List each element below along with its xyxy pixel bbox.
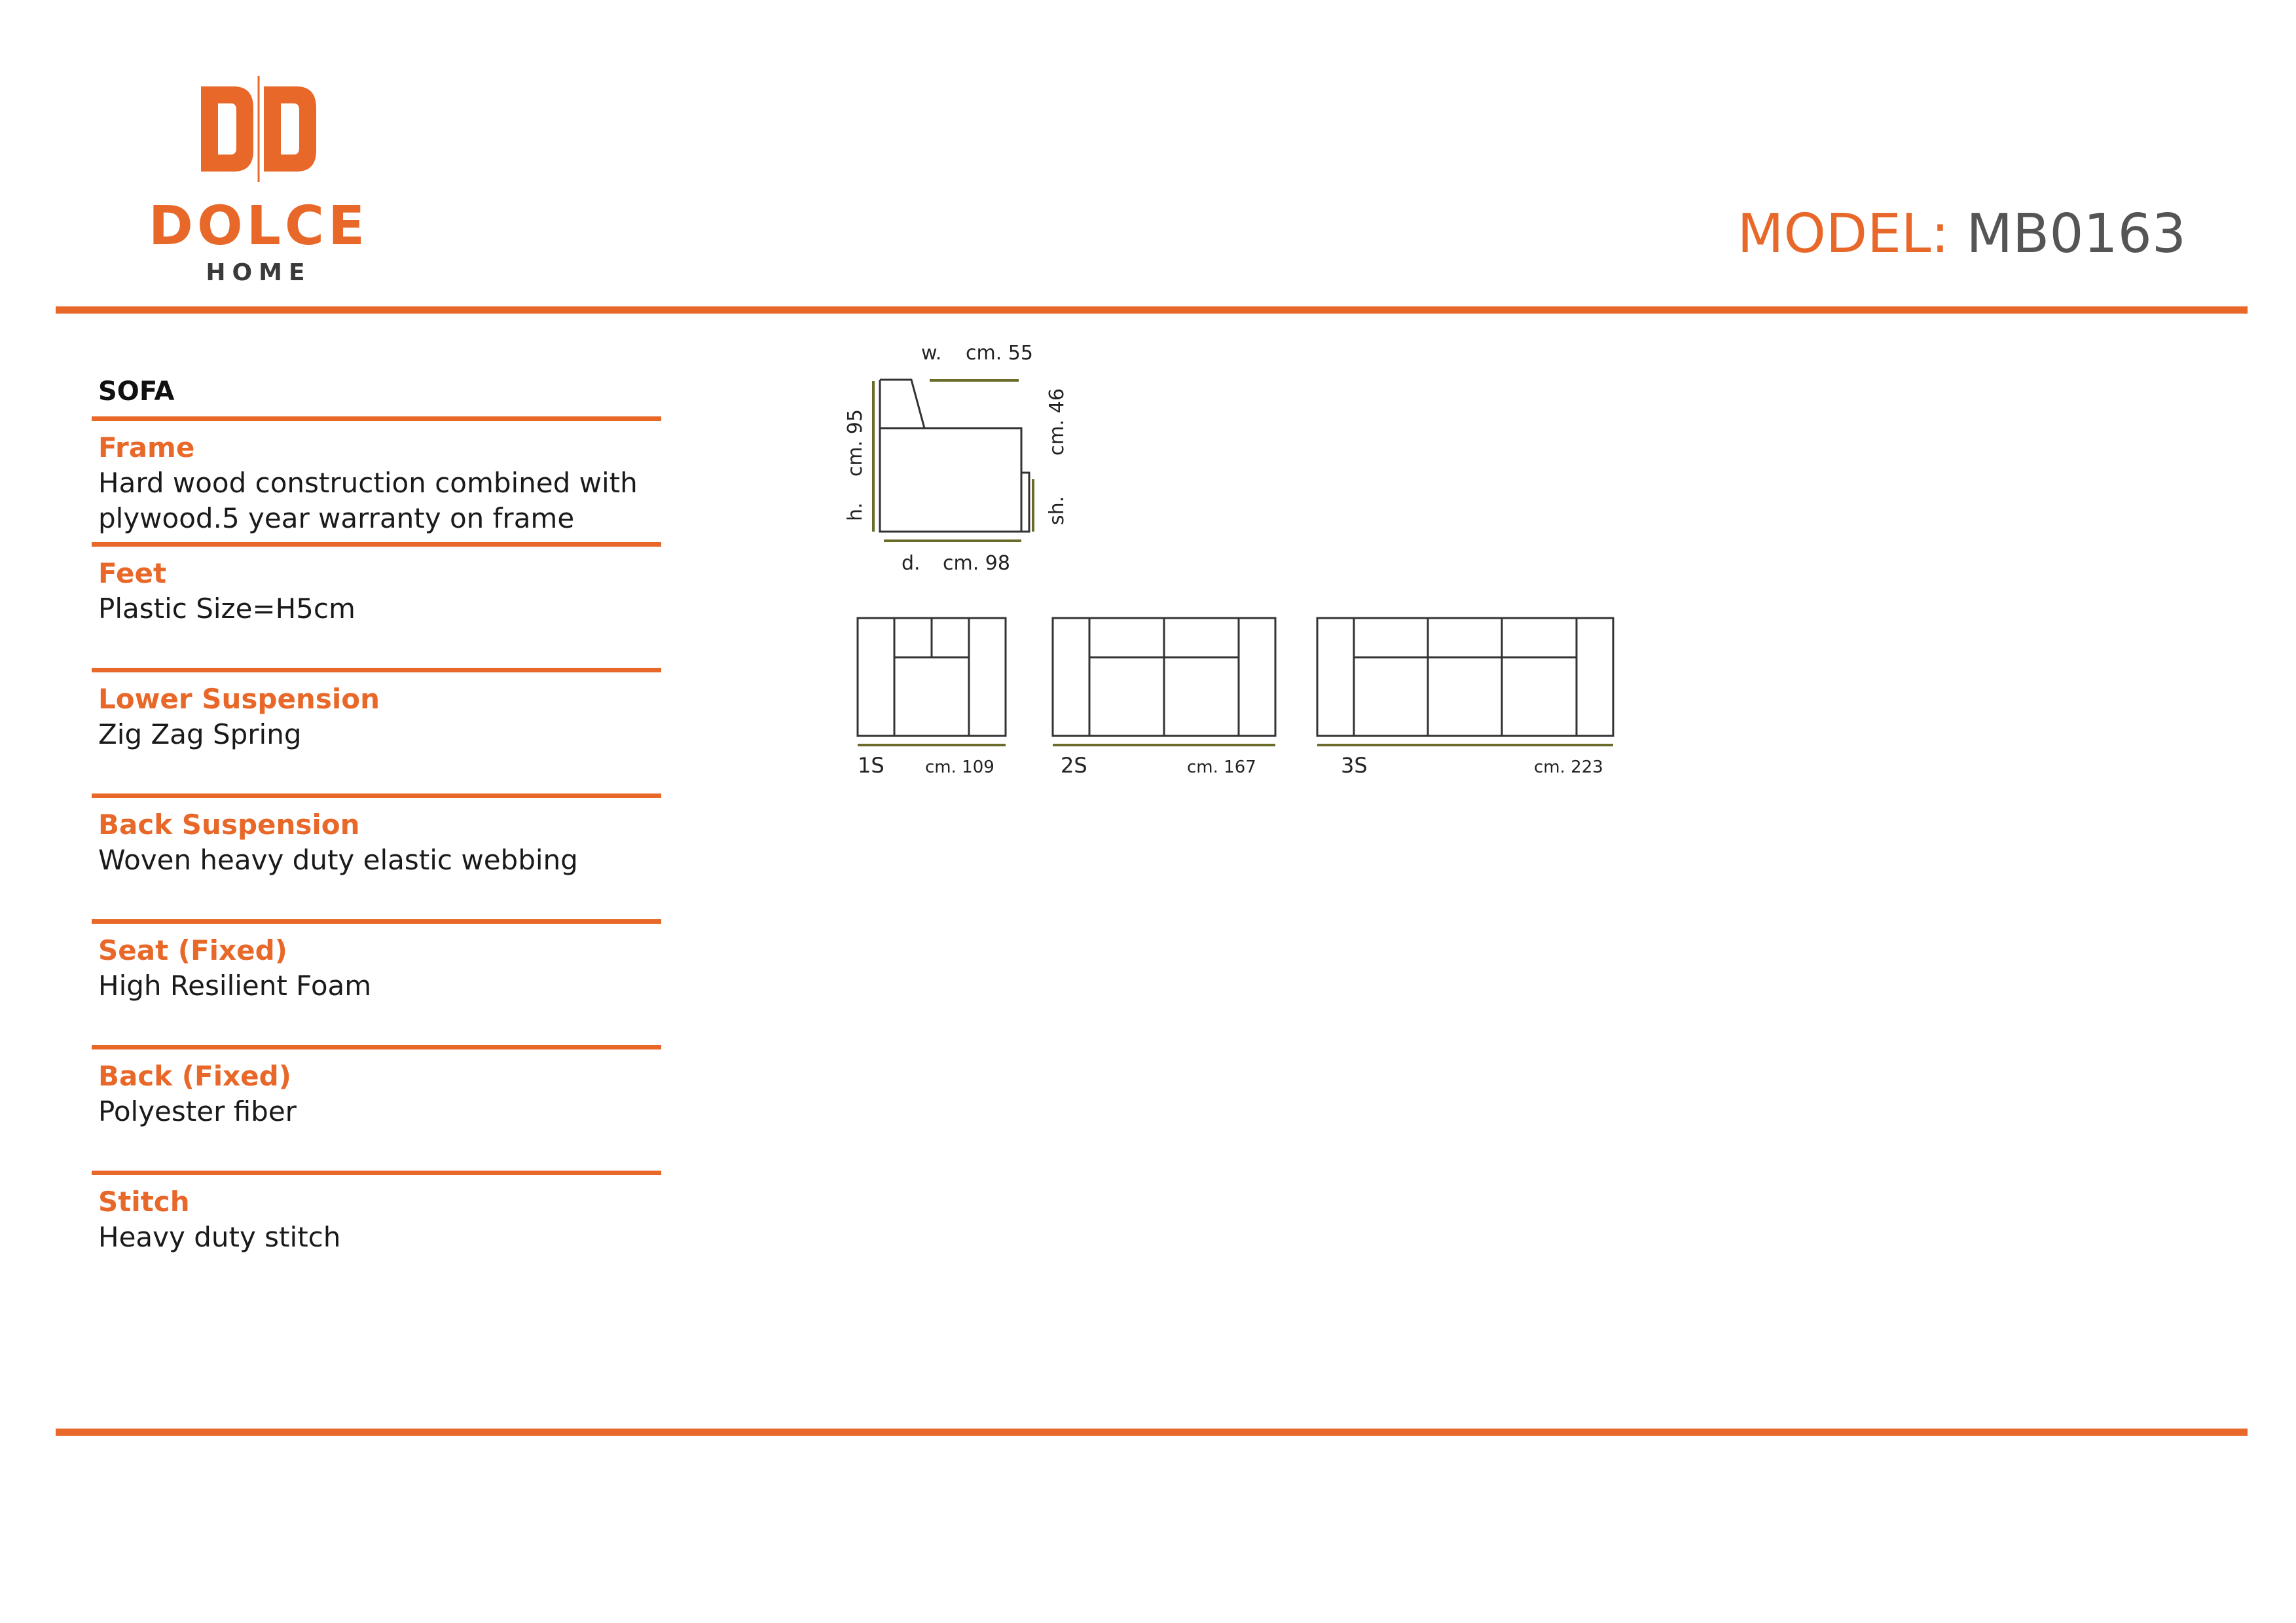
spec-text: High Resilient Foam (98, 970, 372, 1002)
dimension-lines (873, 380, 1033, 541)
dimension-drawings (831, 334, 1656, 805)
spec-text: Zig Zag Spring (98, 718, 302, 750)
spec-heading: Feet (98, 557, 167, 589)
spec-item-lower-suspension (92, 668, 661, 752)
spec-text: Heavy duty stitch (98, 1221, 341, 1253)
h-value: cm. 95 (844, 409, 867, 477)
dd-logo-icon (193, 72, 324, 183)
spec-heading: Back (Fixed) (98, 1060, 291, 1092)
spec-item-feet (92, 542, 661, 627)
sofa-3s-width: cm. 223 (1534, 757, 1603, 777)
side-view-drawing (880, 380, 1029, 532)
spec-title: SOFA (98, 376, 175, 407)
spec-item-back-suspension (92, 793, 661, 878)
spec-divider (92, 793, 661, 798)
brand-logo (134, 72, 409, 295)
brand-sub: HOME (206, 259, 312, 286)
header-divider (56, 306, 2248, 314)
model-heading (1738, 203, 2186, 265)
w-value: cm. 55 (966, 342, 1033, 365)
spec-divider (92, 542, 661, 547)
spec-heading: Seat (Fixed) (98, 934, 287, 966)
spec-heading: Lower Suspension (98, 683, 380, 715)
sofa-2s-drawing (1053, 618, 1275, 736)
sofa-3s-code: 3S (1341, 753, 1368, 778)
brand-name: DOLCE (148, 195, 369, 257)
spec-heading: Back Suspension (98, 809, 360, 841)
d-value: cm. 98 (943, 552, 1010, 575)
spec-item-seat (92, 919, 661, 1004)
spec-divider (92, 668, 661, 672)
spec-heading: Stitch (98, 1186, 190, 1218)
spec-divider (92, 416, 661, 421)
spec-heading: Frame (98, 431, 195, 464)
footer-divider (56, 1429, 2248, 1436)
spec-divider (92, 1045, 661, 1049)
spec-item-back (92, 1045, 661, 1129)
model-number: MB0163 (1966, 203, 2186, 265)
spec-text: Plastic Size=H5cm (98, 593, 355, 625)
sofa-3s-drawing (1317, 618, 1613, 736)
sofa-1s-width: cm. 109 (925, 757, 994, 777)
spec-divider (92, 1171, 661, 1175)
model-label: MODEL: (1737, 203, 1950, 265)
sofa-1s-drawing (858, 618, 1006, 736)
h-label: h. (844, 502, 867, 521)
sofa-1s-code: 1S (858, 753, 884, 778)
spec-divider (92, 919, 661, 924)
spec-item-frame (92, 416, 661, 536)
w-label: w. (921, 342, 942, 365)
sh-value: cm. 46 (1046, 388, 1068, 456)
spec-text: Hard wood construction combined with plywood.5 year warranty on frame (98, 467, 638, 534)
spec-text: Polyester fiber (98, 1095, 297, 1127)
spec-item-stitch (92, 1171, 661, 1255)
sofa-2s-width: cm. 167 (1187, 757, 1256, 777)
spec-text: Woven heavy duty elastic webbing (98, 844, 578, 876)
sofa-2s-code: 2S (1061, 753, 1087, 778)
d-label: d. (902, 552, 920, 575)
sh-label: sh. (1046, 496, 1068, 525)
